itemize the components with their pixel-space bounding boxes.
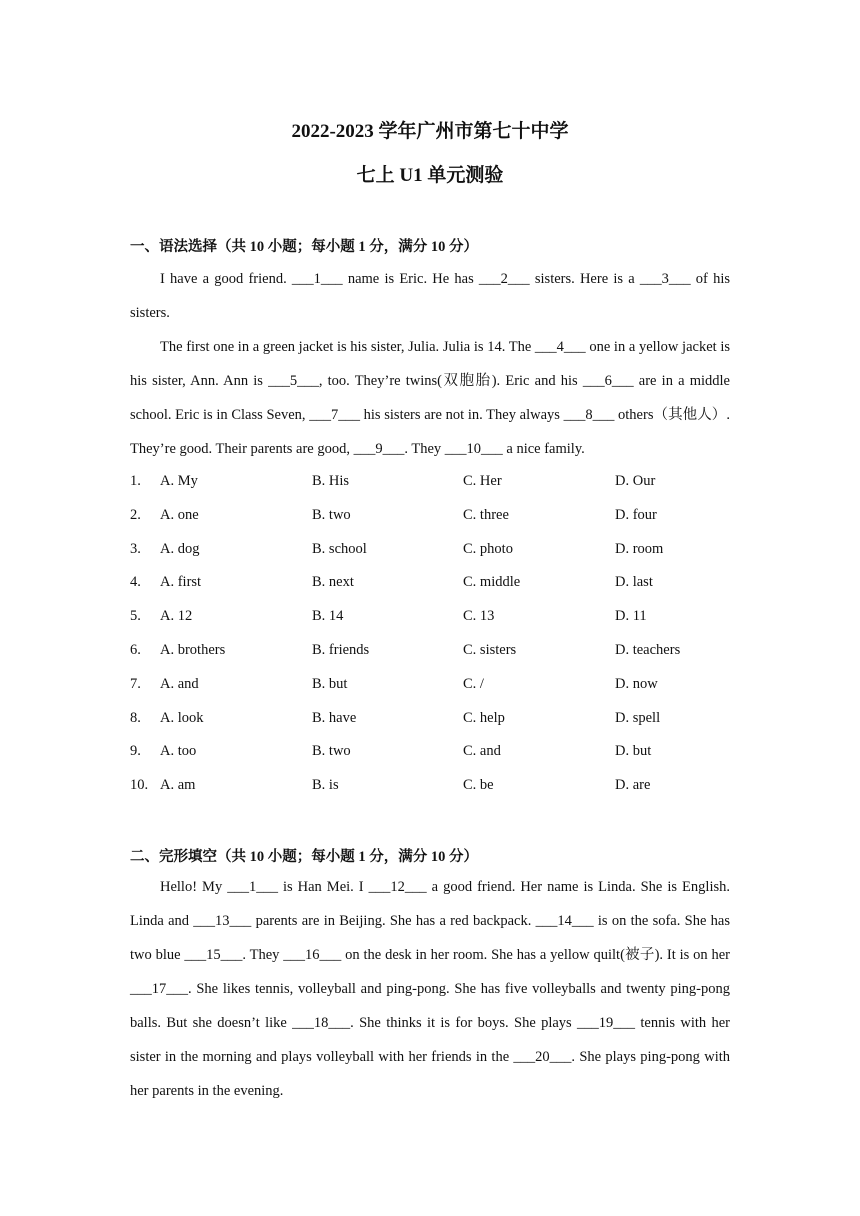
option-c: C. and [463, 743, 501, 760]
document-subtitle: 七上 U1 单元测验 [356, 165, 504, 186]
option-b: B. two [312, 743, 351, 760]
option-b: B. friends [312, 641, 370, 658]
option-c: C. sisters [463, 641, 517, 658]
question-number: 7. [130, 675, 141, 692]
option-b: B. His [312, 473, 350, 489]
section-2-paragraph [130, 870, 730, 1108]
question-row [130, 634, 750, 668]
option-a: A. first [160, 574, 202, 591]
option-b: B. but [312, 675, 348, 692]
option-c: C. 13 [463, 608, 495, 625]
question-row [130, 465, 750, 499]
option-b: B. is [312, 777, 339, 794]
question-number: 6. [130, 641, 141, 658]
option-d: D. room [615, 540, 664, 557]
option-a: A. dog [160, 540, 200, 557]
option-c: C. help [463, 709, 505, 726]
question-number: 10. [130, 777, 149, 794]
document-title: 2022-2023 学年广州市第七十中学 [291, 121, 569, 142]
question-number: 8. [130, 709, 141, 726]
option-b: B. school [312, 540, 367, 557]
question-number: 9. [130, 743, 141, 760]
option-c: C. three [463, 506, 509, 523]
option-d: D. spell [615, 709, 661, 726]
option-c: C. photo [463, 540, 513, 557]
option-d: D. 11 [615, 608, 647, 625]
option-d: D. last [615, 574, 653, 591]
option-a: A. look [160, 709, 204, 726]
question-row [130, 499, 750, 533]
question-number: 4. [130, 574, 141, 591]
question-row [130, 668, 750, 702]
option-c: C. / [463, 675, 484, 692]
option-d: D. but [615, 743, 652, 760]
option-d: D. are [615, 777, 651, 794]
question-row [130, 769, 750, 803]
option-b: B. next [312, 574, 354, 591]
option-b: B. two [312, 506, 351, 523]
option-d: D. now [615, 675, 658, 692]
question-number: 3. [130, 540, 141, 557]
question-row [130, 702, 750, 736]
option-a: A. brothers [160, 641, 226, 658]
option-b: B. 14 [312, 608, 344, 625]
option-c: C. Her [463, 473, 502, 489]
option-a: A. 12 [160, 608, 193, 625]
option-d: D. four [615, 506, 657, 523]
question-row [130, 566, 750, 600]
option-a: A. My [160, 473, 198, 489]
paragraph-text: I have a good friend. ___1___ name is Eric. He has ___2___ sisters. Here is a ___3___ of his sisters. [130, 271, 730, 321]
option-c: C. middle [463, 574, 521, 591]
option-d: D. teachers [615, 641, 681, 658]
paragraph-text: Hello! My ___1___ is Han Mei. I ___12___ a good friend. Her name is Linda. She is English. Linda and ___13___ parents are in Beijing. She has a red backpack. ___14___ is on the sofa. She has two blue ___15___. They ___16___ on the desk in her room. She has a yellow quilt(被子). It is on her ___17___. She likes tennis, volleyball and ping-pong. She has five volleyballs and twenty ping-pong balls. But she doesn’t like ___18___. She thinks it is for boys. She plays ___19___ tennis with her sister in the morning and plays volleyball with her friends in the ___20___. She plays ping-pong with her parents in the evening. [130, 879, 730, 1099]
paragraph-text: The first one in a green jacket is his sister, Julia. Julia is 14. The ___4___ one in a yellow jacket is his sister, Ann. Ann is ___5___, too. They’re twins(双胞胎). Eric and his ___6___ are in a middle school. Eric is in Class Seven, ___7___ his sisters are not in. They always ___8___ others（其他人）. They’re good. Their parents are good, ___9___. They ___10___ a nice family. [130, 339, 730, 457]
option-a: A. and [160, 675, 199, 692]
question-row [130, 533, 750, 567]
question-number: 1. [130, 473, 141, 489]
option-a: A. one [160, 506, 199, 523]
section-2-heading: 二、完形填空（共 10 小题；每小题 1 分，满分 10 分） [130, 849, 478, 865]
option-a: A. too [160, 743, 197, 760]
option-c: C. be [463, 777, 494, 794]
question-number: 5. [130, 608, 141, 625]
option-a: A. am [160, 777, 196, 794]
section-1-paragraph-1 [130, 262, 730, 330]
question-row [130, 735, 750, 769]
question-row [130, 600, 750, 634]
section-1-heading: 一、语法选择（共 10 小题；每小题 1 分，满分 10 分） [130, 239, 478, 255]
question-number: 2. [130, 506, 141, 523]
options-list [130, 465, 750, 803]
option-d: D. Our [615, 473, 656, 489]
option-b: B. have [312, 709, 357, 726]
section-1-paragraph-2 [130, 330, 730, 466]
